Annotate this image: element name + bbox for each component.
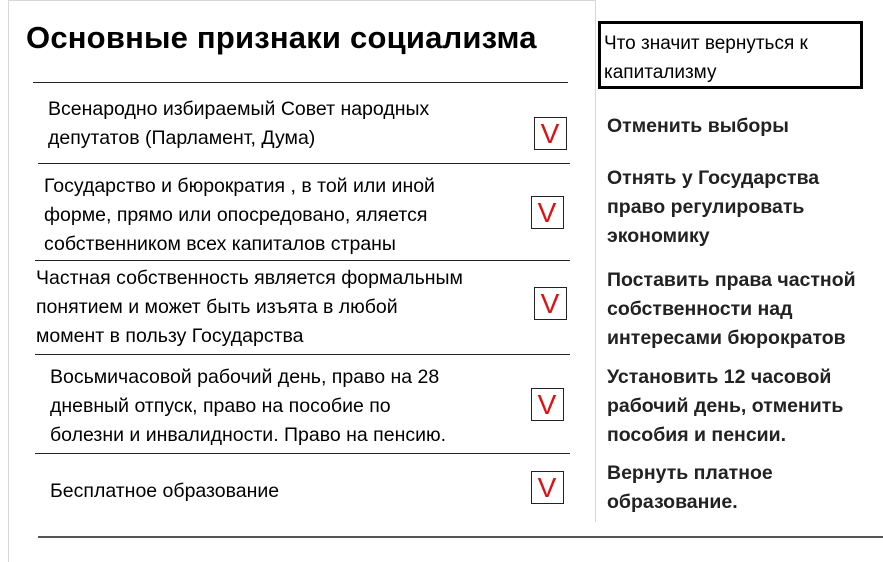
divider-line: [35, 260, 570, 261]
answer-text: Установить 12 часовой рабочий день, отменить пособия и пенсии.: [607, 366, 844, 446]
check-mark-icon: [532, 197, 562, 227]
answer-text: Отнять у Государства право регулировать экономику: [607, 167, 820, 247]
check-mark-icon: [532, 389, 562, 419]
divider-line: [33, 82, 568, 83]
answer-text: Отменить выборы: [607, 115, 789, 137]
page-title: Основные признаки социализма: [26, 20, 537, 55]
frame-top-border: [8, 0, 595, 1]
feature-text: Государство и бюрократия , в той или иной форме, прямо или опосредовано, яляется собственником всех капиталов страны: [44, 175, 435, 255]
checkbox[interactable]: [531, 471, 564, 504]
svg-text:V: V: [540, 118, 560, 148]
check-mark-icon: [532, 472, 562, 502]
divider-line: [35, 453, 570, 454]
feature-text: Частная собственность является формальным понятием и может быть изъята в любой момент в пользу Государства: [36, 267, 463, 347]
feature-text: Восьмичасовой рабочий день, право на 28 дневный отпуск, право на пособие по болезни и инвалидности. Право на пенсию.: [50, 366, 447, 446]
frame-left-border: [8, 0, 9, 562]
checkbox[interactable]: [534, 287, 567, 320]
feature-text: Всенародно избираемый Совет народных депутатов (Парламент, Дума): [48, 98, 430, 149]
feature-text: Бесплатное образование: [50, 480, 280, 502]
frame-divider: [595, 0, 596, 522]
question-box: Что значит вернуться к капитализму: [598, 21, 863, 89]
checkbox[interactable]: [534, 117, 567, 150]
svg-text:V: V: [537, 197, 557, 227]
checkbox[interactable]: [531, 388, 564, 421]
answer-text: Вернуть платное образование.: [607, 462, 773, 513]
check-mark-icon: [535, 288, 565, 318]
svg-text:V: V: [540, 288, 560, 318]
svg-text:V: V: [537, 472, 557, 502]
checkbox[interactable]: [531, 196, 564, 229]
check-mark-icon: [535, 118, 565, 148]
svg-text:V: V: [537, 389, 557, 419]
divider-line: [35, 354, 570, 355]
bottom-rule: [38, 536, 883, 538]
divider-line: [38, 163, 570, 164]
answer-text: Поставить права частной собственности над интересами бюрократов: [607, 269, 856, 349]
